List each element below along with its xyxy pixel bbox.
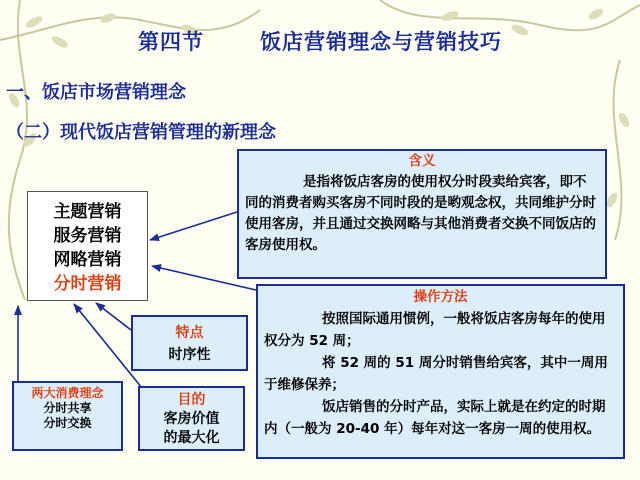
- section-heading-2: （二）现代饭店营销管理的新理念: [6, 122, 276, 143]
- purpose-line-1: 客房价值: [163, 411, 220, 427]
- purpose-box: [138, 386, 245, 451]
- concept-line-1: 分时共享: [43, 401, 92, 415]
- purpose-line-2: 的最大化: [163, 430, 220, 446]
- method-box: [256, 284, 625, 459]
- meaning-box: [237, 149, 607, 279]
- method-paragraph-3: 饭店销售的分时产品，实际上就是在约定的时期内（一般为 20-40 年）每年对这一客房一周的使用权。: [264, 399, 606, 437]
- concept-box: [12, 381, 123, 451]
- list-item-timeshare: 分时营销: [53, 274, 122, 294]
- title-left: 第四节: [138, 30, 204, 54]
- list-item-network: 网略营销: [53, 250, 122, 270]
- page-title: [0, 26, 640, 56]
- method-heading: 操作方法: [413, 289, 468, 305]
- concept-line-2: 分时交换: [43, 416, 92, 430]
- section-heading-1: 一、饭店市场营销理念: [6, 82, 186, 103]
- feature-box: [131, 315, 248, 371]
- meaning-body: 是指将饭店客房的使用权分时段卖给宾客，即不同的消费者购买客房不同时段的是哟观念权，共同维护分时使用客房，并且通过交换网略与其他消费者交换不同饭店的客房使用权。: [245, 174, 596, 253]
- meaning-heading: 含义: [408, 153, 436, 169]
- title-right: 饭店营销理念与营销技巧: [260, 30, 502, 54]
- concept-heading: 两大消费理念: [31, 386, 104, 400]
- purpose-heading: 目的: [177, 392, 206, 408]
- marketing-list-box: [27, 191, 148, 301]
- method-paragraph-2: 将 52 周的 51 周分时销售给宾客，其中一周用于维修保养；: [264, 355, 608, 393]
- list-item-theme: 主题营销: [53, 202, 122, 222]
- list-item-service: 服务营销: [53, 226, 122, 246]
- feature-heading: 特点: [175, 325, 204, 341]
- feature-body: 时序性: [168, 347, 211, 363]
- method-paragraph-1: 按照国际通用惯例，一般将饭店客房每年的使用权分为 52 周；: [264, 311, 606, 349]
